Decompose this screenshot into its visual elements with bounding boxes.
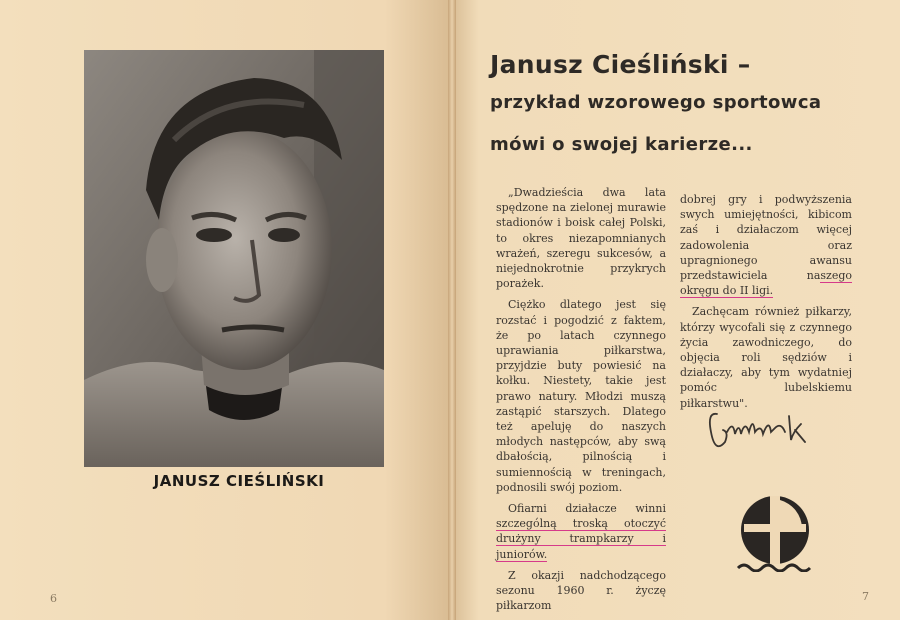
page-number-right: 7 — [862, 590, 869, 603]
paragraph: Z okazji nadchodzącego sezonu 1960 r. życzę piłkarzom — [496, 568, 666, 613]
underlined-text: szczególną troską otoczyć drużyny trampkarzy i juniorów. — [496, 517, 666, 561]
portrait-photo — [84, 50, 384, 467]
paragraph-text: dobrej gry i podwyższenia swych umiejętności, kibicom zaś i działaczom więcej zadowolenia oraz upragnionego awansu przedstawiciela na — [680, 193, 852, 283]
paragraph — [680, 192, 852, 298]
photo-caption: JANUSZ CIEŚLIŃSKI — [153, 472, 325, 490]
article-title: Janusz Cieśliński – — [490, 50, 751, 79]
page-number-left: 6 — [50, 592, 57, 605]
club-logo — [730, 492, 820, 572]
paragraph: „Dwadzieścia dwa lata spędzone na zielonej murawie stadionów i boisk całej Polski, to okres niezapomnianych wrażeń, szeregu sukcesów, a niejednokrotnie przykrych porażek. — [496, 186, 666, 291]
paragraph: Zachęcam również piłkarzy, którzy wycofali się z czynnego życia zawodniczego, do objęcia roli sędziów i działaczy, aby tym wydatniej pomóc lubelskiemu piłkarstwu". — [680, 305, 852, 410]
underlined-text: szego okręgu do II ligi. — [680, 269, 852, 298]
article-subtitle-line1: przykład wzorowego sportowca — [490, 92, 822, 113]
paragraph: Ciężko dlatego jest się rozstać i pogodzić z faktem, że po latach czynnego uprawiania piłkarstwa, przyjdzie buty powiesić na kołku. Niestety, takie jest prawo natury. Młodzi muszą zastąpić starszych. Dlatego też apeluję do naszych młodych następców, aby swą dbałością, pilnością i sumiennością w treningach, podnosili swój poziom. — [496, 298, 666, 494]
text-column-2 — [680, 192, 852, 417]
paragraph — [496, 501, 666, 562]
book-gutter — [448, 0, 456, 620]
article-subtitle-line2: mówi o swojej karierze... — [490, 134, 753, 155]
text-column-1 — [496, 185, 666, 619]
paragraph-text: Ofiarni działacze winni — [508, 502, 666, 516]
handwritten-signature — [705, 402, 825, 464]
